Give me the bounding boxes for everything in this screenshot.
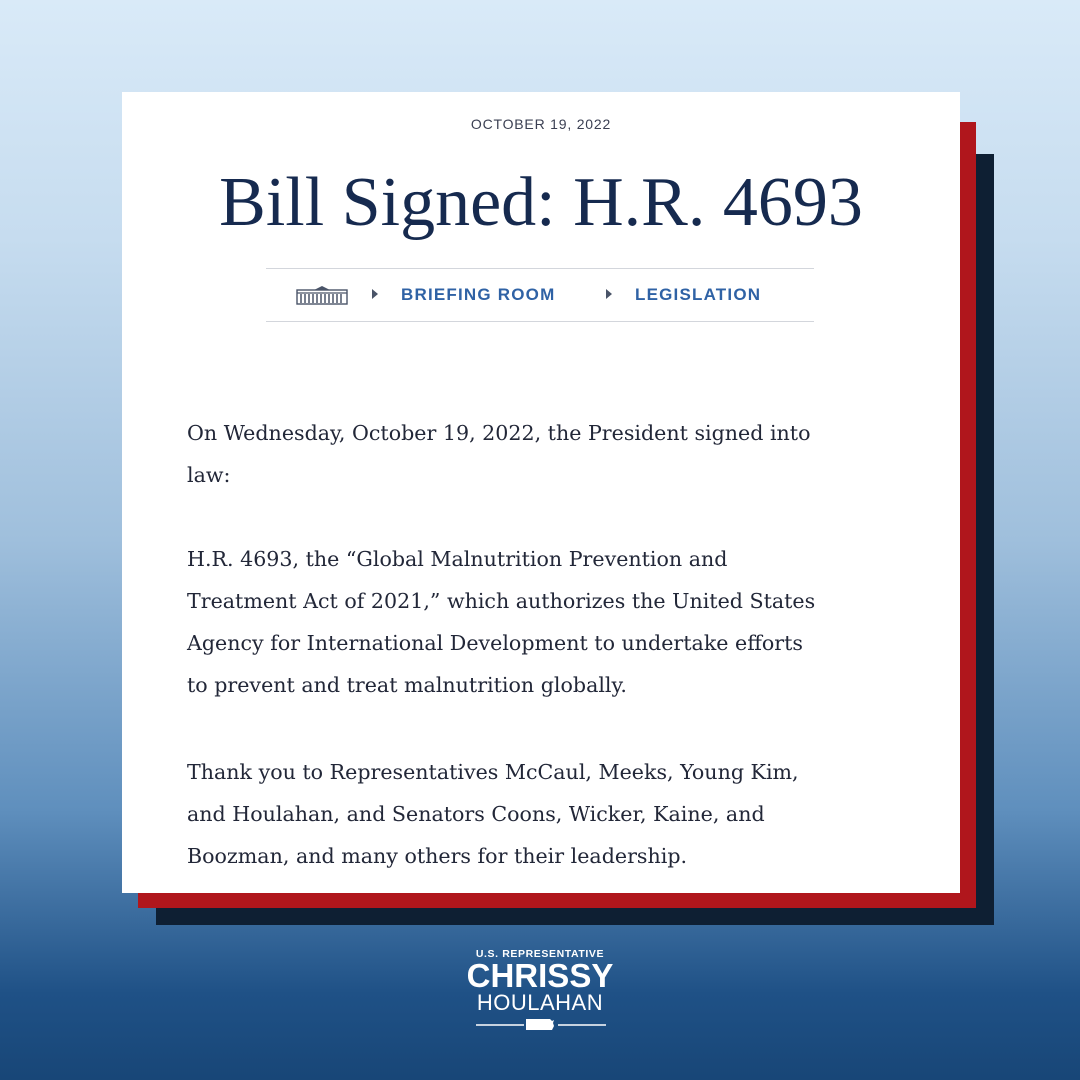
paragraph-line: to prevent and treat malnutrition globally. [187, 673, 627, 697]
paragraph-bill-description [187, 538, 907, 706]
article-card [122, 92, 960, 893]
paragraph-line: Boozman, and many others for their leadership. [187, 844, 688, 868]
logo-last-name: HOULAHAN [476, 990, 604, 1015]
breadcrumb-separator-icon [606, 289, 612, 299]
paragraph-line: Thank you to Representatives McCaul, Meeks, Young Kim, [187, 760, 799, 784]
paragraph-line: and Houlahan, and Senators Coons, Wicker, Kaine, and [187, 802, 765, 826]
paragraph-signed [187, 412, 907, 496]
paragraph-line: law: [187, 463, 231, 487]
paragraph-line: H.R. 4693, the “Global Malnutrition Prevention and [187, 547, 728, 571]
breadcrumb-separator-icon [372, 289, 378, 299]
paragraph-thanks [187, 751, 907, 877]
article-date: OCTOBER 19, 2022 [470, 116, 612, 132]
logo-divider [440, 1017, 640, 1033]
logo-title: U.S. REPRESENTATIVE [475, 948, 605, 960]
pennsylvania-state-icon [526, 1019, 554, 1030]
paragraph-line: Treatment Act of 2021,” which authorizes the United States [187, 589, 816, 613]
article-title: Bill Signed: H.R. 4693 [219, 164, 863, 241]
breadcrumb-briefing-room[interactable]: BRIEFING ROOM [401, 285, 556, 304]
white-house-icon[interactable] [296, 285, 348, 309]
paragraph-line: On Wednesday, October 19, 2022, the President signed into [187, 421, 811, 445]
representative-logo [440, 948, 640, 1033]
paragraph-line: Agency for International Development to undertake efforts [187, 631, 803, 655]
breadcrumb [266, 268, 814, 322]
breadcrumb-legislation[interactable]: LEGISLATION [635, 285, 762, 304]
logo-first-name: CHRISSY [466, 957, 614, 994]
